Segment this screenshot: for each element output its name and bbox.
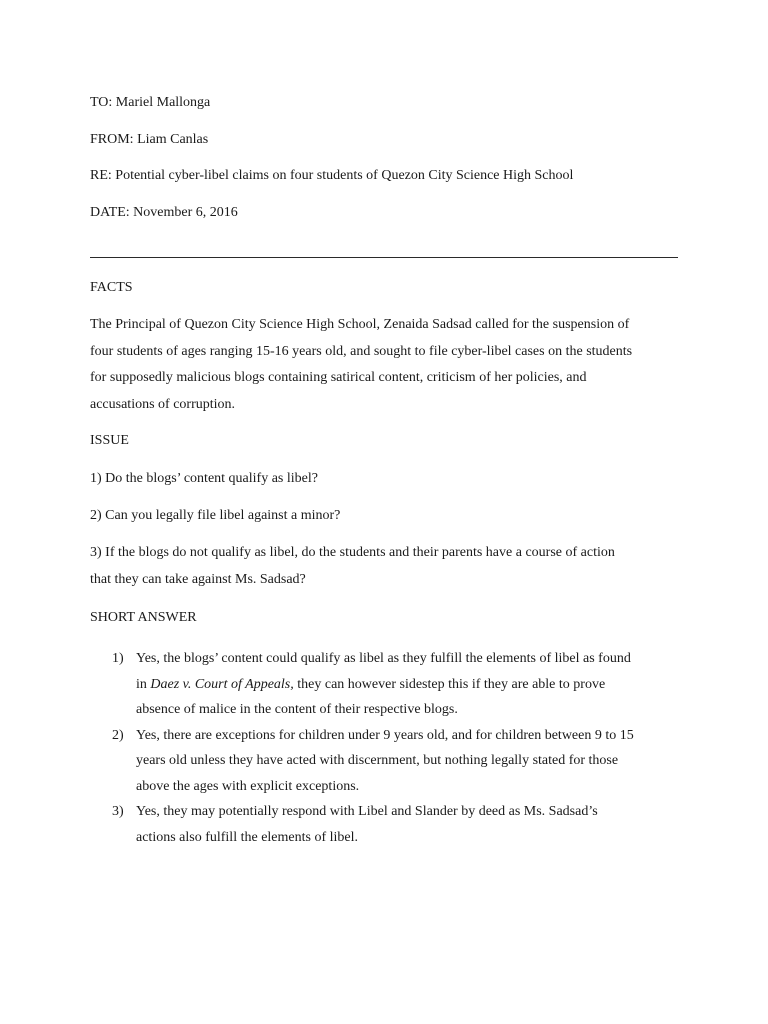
facts-line-4: accusations of corruption. (90, 397, 236, 412)
issue-question-3-line-2: that they can take against Ms. Sadsad? (90, 572, 306, 587)
issue-heading: ISSUE (90, 433, 129, 448)
list-item (112, 723, 682, 800)
list-item-text (136, 646, 682, 723)
list-item-number: 3) (112, 804, 124, 819)
memo-re: RE: Potential cyber-libel claims on four students of Quezon City Science High School (90, 168, 574, 183)
answer-3-line-1: Yes, they may potentially respond with Libel and Slander by deed as Ms. Sadsad’s (136, 804, 598, 819)
list-item (112, 646, 682, 723)
answer-3-line-2: actions also fulfill the elements of libel. (136, 829, 358, 845)
case-citation: Daez v. Court of Appeals, (150, 676, 294, 692)
answer-1-line-3: absence of malice in the content of their respective blogs. (136, 702, 458, 717)
list-item-text (136, 799, 682, 850)
short-answer-list (112, 646, 682, 850)
list-item-number: 1) (112, 651, 124, 666)
facts-line-2: four students of ages ranging 15-16 years old, and sought to file cyber-libel cases on the students (90, 344, 633, 359)
answer-1-line-2 (136, 672, 682, 698)
answer-2-line-3: above the ages with explicit exceptions. (136, 778, 360, 794)
answer-2-line-1: Yes, there are exceptions for children under 9 years old, and for children between 9 to 15 (136, 727, 634, 743)
answer-1-suffix: they can however sidestep this if they are able to prove (293, 676, 606, 692)
answer-1-prefix: in (136, 676, 151, 692)
memo-from: FROM: Liam Canlas (90, 132, 209, 147)
list-item-text (136, 723, 682, 800)
short-answer-heading: SHORT ANSWER (90, 610, 197, 625)
memo-to: TO: Mariel Mallonga (90, 95, 211, 110)
header-divider (90, 257, 678, 258)
facts-line-1: The Principal of Quezon City Science High School, Zenaida Sadsad called for the suspension of (90, 317, 630, 332)
issue-question-2: 2) Can you legally file libel against a minor? (90, 508, 341, 523)
issue-question-3-line-1: 3) If the blogs do not qualify as libel, do the students and their parents have a course of action (90, 545, 615, 560)
answer-2-line-2: years old unless they have acted with discernment, but nothing legally stated for those (136, 753, 619, 768)
memo-date: DATE: November 6, 2016 (90, 205, 238, 220)
list-item (112, 799, 682, 850)
facts-heading: FACTS (90, 280, 133, 295)
facts-line-3: for supposedly malicious blogs containing satirical content, criticism of her policies, and (90, 370, 587, 385)
answer-1-line-1: Yes, the blogs’ content could qualify as libel as they fulfill the elements of libel as found (136, 651, 631, 666)
list-item-number: 2) (112, 727, 124, 743)
issue-question-1: 1) Do the blogs’ content qualify as libel? (90, 471, 318, 486)
